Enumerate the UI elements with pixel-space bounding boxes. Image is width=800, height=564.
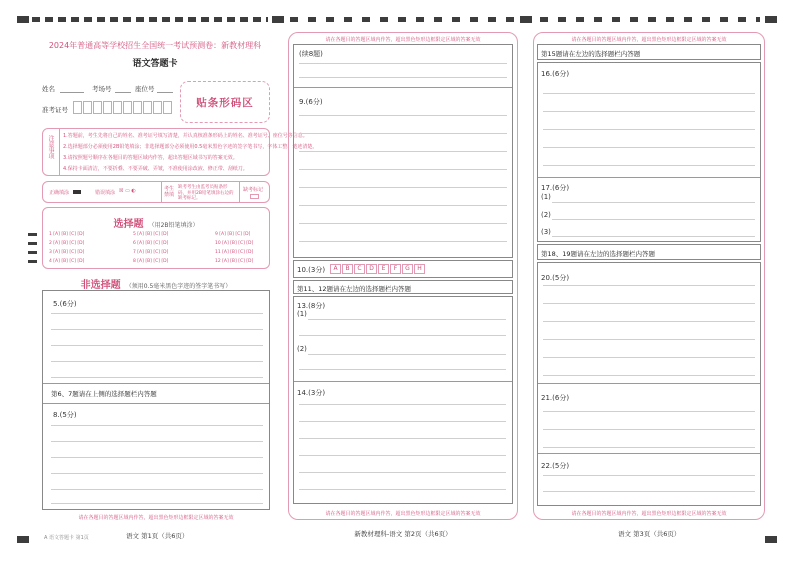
answer-line[interactable] xyxy=(299,489,506,490)
timing-track xyxy=(32,17,268,22)
question-label: 22.(5分) xyxy=(541,462,570,470)
page2-top-warning: 请在各题目的答题区域内作答，超出黑色矩形边框限定区域的答案无效 xyxy=(325,37,481,43)
option-a[interactable]: A xyxy=(330,264,341,274)
fill-example-box xyxy=(42,181,270,203)
answer-line[interactable] xyxy=(51,425,263,426)
answer-line[interactable] xyxy=(51,377,263,378)
choice-note-q15: 第15题请在左边的选择题栏内答题 xyxy=(541,50,641,58)
answer-line[interactable] xyxy=(543,411,755,412)
candidate-label: 考生禁填 xyxy=(164,186,175,198)
note-item: 4.保持卡面清洁，不要折叠、不要弄破、弄皱，不准使用涂改液、修正带、刮纸刀。 xyxy=(63,166,248,172)
answer-line[interactable] xyxy=(543,111,755,112)
absent-mark-label: 缺考标记 xyxy=(243,187,264,193)
option-f[interactable]: F xyxy=(390,264,401,274)
mc-item[interactable]: 8 [A] [B] [C] [D] xyxy=(133,259,169,264)
answer-line[interactable] xyxy=(51,441,263,442)
choice-note-q1112 xyxy=(293,280,513,294)
choice-note-q67: 第6、7题请在上侧的选择题栏内答题 xyxy=(51,390,157,398)
timing-track xyxy=(540,17,760,22)
nonchoice-title: 非选择题 xyxy=(80,280,121,291)
timing-track xyxy=(290,17,516,22)
answer-line[interactable] xyxy=(299,63,507,64)
answer-line[interactable] xyxy=(299,151,507,152)
answer-line[interactable] xyxy=(299,404,506,405)
mc-item[interactable]: 9 [A] [B] [C] [D] xyxy=(215,232,251,237)
correct-fill-label: 正确填涂 xyxy=(49,190,70,196)
answer-area-q13-14 xyxy=(293,296,513,504)
note-item: 2.选择题部分必须使用2B铅笔填涂；非选择题部分必须使用0.5毫米黑色字迹的签字笔书写，字体工整、笔迹清楚。 xyxy=(63,144,318,150)
question-label: 9.(6分) xyxy=(299,98,323,106)
answer-line[interactable] xyxy=(543,285,755,286)
ticket-number-boxes[interactable] xyxy=(73,101,177,116)
name-label: 姓名 xyxy=(42,85,55,93)
registration-mark xyxy=(17,536,29,543)
choice-section xyxy=(42,207,270,269)
question-label: 14.(3分) xyxy=(297,389,326,397)
answer-line[interactable] xyxy=(299,455,506,456)
answer-line[interactable] xyxy=(543,93,755,94)
answer-line[interactable] xyxy=(299,187,507,188)
answer-line[interactable] xyxy=(552,202,755,203)
answer-line[interactable] xyxy=(299,115,507,116)
edge-mark xyxy=(28,260,37,263)
answer-line[interactable] xyxy=(51,361,263,362)
barcode-area xyxy=(180,81,270,123)
option-e[interactable]: E xyxy=(378,264,389,274)
answer-line[interactable] xyxy=(51,329,263,330)
ticket-label: 准考证号 xyxy=(42,106,68,114)
answer-line[interactable] xyxy=(299,169,507,170)
mc-item[interactable]: 5 [A] [B] [C] [D] xyxy=(133,232,169,237)
answer-line[interactable] xyxy=(308,319,506,320)
q1819-note-box xyxy=(537,244,761,260)
page2-bottom-warning: 请在各题目的答题区域内作答，超出黑色矩形边框限定区域的答案无效 xyxy=(325,511,481,517)
exam-room-field[interactable] xyxy=(115,92,131,93)
mc-item[interactable]: 2 [A] [B] [C] [D] xyxy=(49,241,85,246)
choice-note-q1819: 第18、19题请在左边的选择题栏内答题 xyxy=(541,250,656,258)
answer-line[interactable] xyxy=(543,447,755,448)
option-c[interactable]: C xyxy=(354,264,365,274)
sub-question-label: (1) xyxy=(297,310,307,318)
answer-area-q5-8 xyxy=(42,290,270,510)
nonchoice-note: （须用0.5毫米黑色字迹的签字笔书写） xyxy=(125,283,232,290)
answer-line[interactable] xyxy=(299,369,506,370)
correct-fill-swatch xyxy=(73,190,81,194)
answer-area-q20-22 xyxy=(537,262,761,506)
answer-line[interactable] xyxy=(308,354,506,355)
mc-grid xyxy=(49,230,265,268)
answer-line[interactable] xyxy=(51,489,263,490)
mc-item[interactable]: 11 [A] [B] [C] [D] xyxy=(215,250,254,255)
answer-line[interactable] xyxy=(543,357,755,358)
answer-line[interactable] xyxy=(299,241,507,242)
answer-line[interactable] xyxy=(552,219,755,220)
page2-footer: 新教材理科-语文 第2页（共6页） xyxy=(354,530,452,538)
page1-bottom-warning: 请在各题目的答题区域内作答，超出黑色矩形边框限定区域的答案无效 xyxy=(78,515,234,521)
question-label: 13.(8分) xyxy=(297,302,326,310)
answer-line[interactable] xyxy=(543,375,755,376)
option-g[interactable]: G xyxy=(402,264,413,274)
exam-room-label: 考场号 xyxy=(92,85,112,93)
answer-line[interactable] xyxy=(543,491,755,492)
option-b[interactable]: B xyxy=(342,264,353,274)
continued-label: (续8题) xyxy=(299,50,323,58)
answer-line[interactable] xyxy=(299,205,507,206)
answer-line[interactable] xyxy=(543,165,755,166)
answer-line[interactable] xyxy=(543,303,755,304)
seat-field[interactable] xyxy=(157,92,173,93)
mc-item[interactable]: 12 [A] [B] [C] [D] xyxy=(215,259,254,264)
sub-question-label: (2) xyxy=(541,211,551,219)
answer-line[interactable] xyxy=(51,457,263,458)
answer-line[interactable] xyxy=(299,133,507,134)
answer-line[interactable] xyxy=(543,129,755,130)
page1-footer: 语文 第1页（共6页） xyxy=(126,532,189,540)
page3-top-warning: 请在各题目的答题区域内作答，超出黑色矩形边框限定区域的答案无效 xyxy=(571,37,727,43)
answer-line[interactable] xyxy=(299,77,507,78)
choice-note-text: 第11、12题请在左边的选择题栏内答题 xyxy=(297,285,412,293)
answer-line[interactable] xyxy=(51,313,263,314)
choice-title: 选择题 xyxy=(113,219,144,230)
wrong-fill-label: 错误填涂 xyxy=(95,190,116,196)
choice-note: （用2B铅笔填涂） xyxy=(148,222,199,229)
option-h[interactable]: H xyxy=(414,264,425,274)
edge-mark xyxy=(28,242,37,245)
sub-question-label: (3) xyxy=(541,228,551,236)
answer-line[interactable] xyxy=(543,429,755,430)
question-label: 10.(3分) xyxy=(297,266,326,274)
answer-line[interactable] xyxy=(299,335,506,336)
mc-item[interactable]: 4 [A] [B] [C] [D] xyxy=(49,259,85,264)
option-d[interactable]: D xyxy=(366,264,377,274)
answer-line[interactable] xyxy=(543,475,755,476)
page3-bottom-warning: 请在各题目的答题区域内作答，超出黑色矩形边框限定区域的答案无效 xyxy=(571,511,727,517)
registration-mark xyxy=(765,536,777,543)
answer-line[interactable] xyxy=(51,503,263,504)
answer-line[interactable] xyxy=(51,345,263,346)
registration-mark xyxy=(520,16,532,23)
seat-label: 座位号 xyxy=(135,85,155,93)
answer-area-q8-9 xyxy=(293,44,513,258)
registration-mark xyxy=(272,16,284,23)
answer-line[interactable] xyxy=(543,339,755,340)
q10-row xyxy=(293,260,513,278)
mc-item[interactable]: 6 [A] [B] [C] [D] xyxy=(133,241,169,246)
exam-title: 2024年普通高等学校招生全国统一考试预测卷：新教材理科 xyxy=(48,41,262,50)
notes-box xyxy=(42,128,318,176)
card-title: 语文答题卡 xyxy=(132,59,178,69)
mc-item[interactable]: 7 [A] [B] [C] [D] xyxy=(133,250,169,255)
answer-line[interactable] xyxy=(543,321,755,322)
name-field[interactable] xyxy=(60,92,84,93)
question-label: 21.(6分) xyxy=(541,394,570,402)
wrong-fill-icons: ☒ ▭ ◐ xyxy=(119,188,136,194)
answer-line[interactable] xyxy=(299,223,507,224)
candidate-text: 缺考考生由监考员贴条形码，并用2B铅笔填涂右边的缺考标记。 xyxy=(178,185,234,201)
mc-item[interactable]: 3 [A] [B] [C] [D] xyxy=(49,250,85,255)
absent-mark-box[interactable] xyxy=(250,194,259,199)
question-label: 8.(5分) xyxy=(53,411,77,419)
mc-item[interactable]: 1 [A] [B] [C] [D] xyxy=(49,232,85,237)
question-label: 17.(6分) xyxy=(541,184,570,192)
question-label: 5.(6分) xyxy=(53,300,77,308)
page1-footer-left: A 语文答题卡 第1页 xyxy=(44,535,89,541)
page3-footer: 语文 第3页（共6页） xyxy=(618,530,681,538)
q15-note-box xyxy=(537,44,761,60)
note-item: 1.答题前，考生先将自己的姓名、准考证号填写清楚，并认真核准条形码上的姓名、准考证号、座位号等信息。 xyxy=(63,133,308,139)
question-label: 16.(6分) xyxy=(541,70,570,78)
mc-item[interactable]: 10 [A] [B] [C] [D] xyxy=(215,241,254,246)
barcode-label: 贴条形码区 xyxy=(196,97,254,109)
answer-line[interactable] xyxy=(552,236,755,237)
answer-line[interactable] xyxy=(299,421,506,422)
question-label: 20.(5分) xyxy=(541,274,570,282)
sub-question-label: (2) xyxy=(297,345,307,353)
sub-question-label: (1) xyxy=(541,193,551,201)
answer-line[interactable] xyxy=(543,147,755,148)
registration-mark xyxy=(765,16,777,23)
answer-line[interactable] xyxy=(51,473,263,474)
notes-title: 注意事项 xyxy=(47,135,54,159)
answer-line[interactable] xyxy=(299,472,506,473)
edge-mark xyxy=(28,233,37,236)
edge-mark xyxy=(28,251,37,254)
registration-mark xyxy=(17,16,29,23)
answer-area-q16-17 xyxy=(537,62,761,242)
answer-line[interactable] xyxy=(299,438,506,439)
note-item: 3.请按照题号顺序在各题目的答题区域内作答，超出答题区域书写的答案无效。 xyxy=(63,155,238,161)
